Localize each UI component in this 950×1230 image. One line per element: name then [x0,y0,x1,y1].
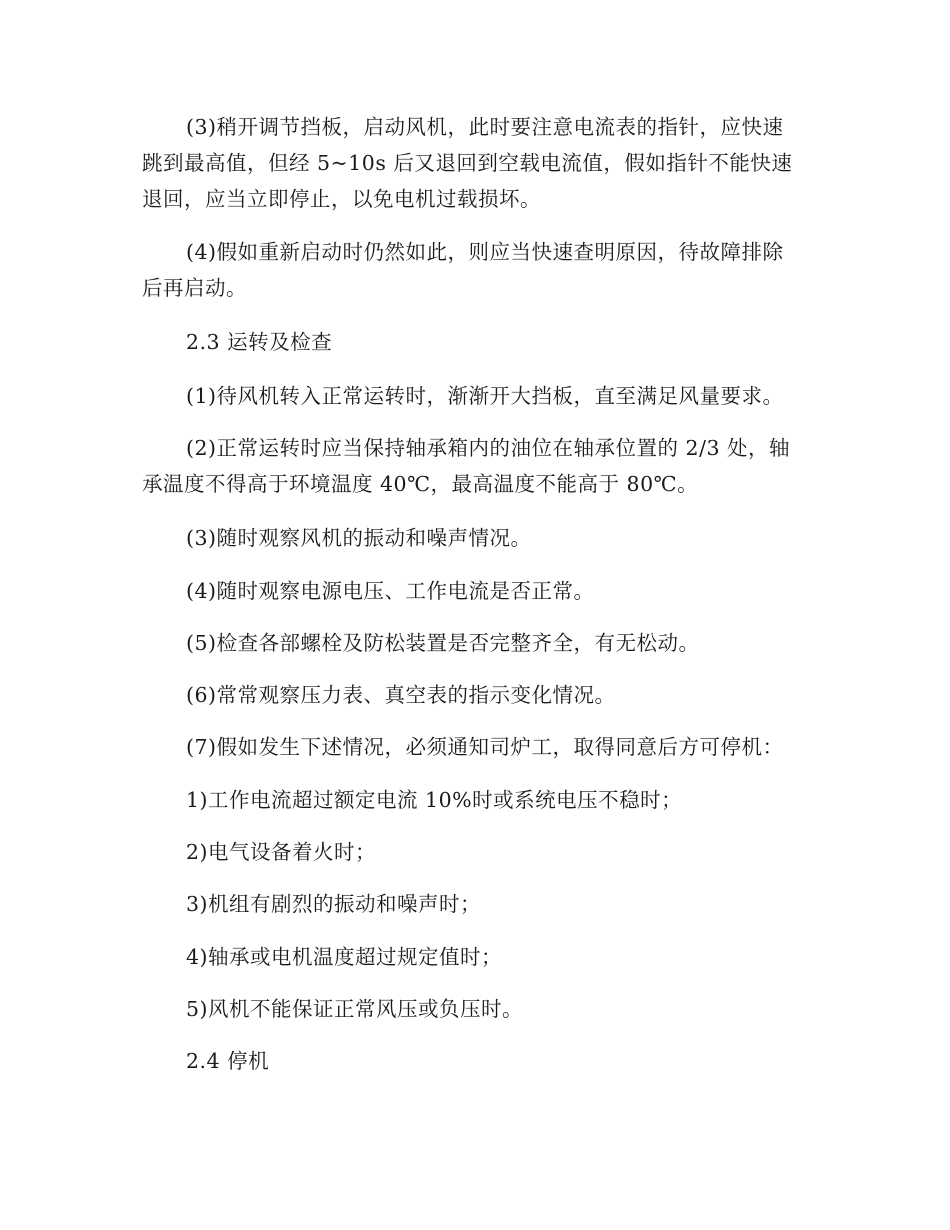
paragraph-run-check-7 [142,729,810,765]
section-heading-2-3 [142,324,810,360]
paragraph-run-check-2 [142,430,810,502]
text-line: 2)电气设备着火时； [186,840,377,864]
text-line: 退回，应当立即停止，以免电机过载损坏。 [142,187,541,211]
text-line: 跳到最高值，但经 5~10s 后又退回到空载电流值，假如指针不能快速 [142,151,793,175]
heading-text: 2.4 停机 [186,1049,270,1073]
paragraph-run-check-5 [142,625,810,661]
text-line: 1)工作电流超过额定电流 10%时或系统电压不稳时； [186,788,683,812]
list-item-3 [142,886,810,922]
text-line: 5)风机不能保证正常风压或负压时。 [186,997,524,1021]
text-line: 后再启动。 [142,276,247,300]
text-line: (3)稍开调节挡板，启动风机，此时要注意电流表的指针，应快速 [186,115,784,139]
text-line: (3)随时观察风机的振动和噪声情况。 [186,526,532,550]
text-line: (6)常常观察压力表、真空表的指示变化情况。 [186,683,616,707]
paragraph-run-check-4 [142,573,810,609]
text-line: (4)假如重新启动时仍然如此，则应当快速查明原因，待故障排除 [186,240,784,264]
paragraph-startup-step-3 [142,109,810,217]
list-item-1 [142,782,810,818]
text-line: (7)假如发生下述情况，必须通知司炉工，取得同意后方可停机： [186,735,784,759]
heading-text: 2.3 运转及检查 [186,330,333,354]
list-item-5 [142,991,810,1027]
text-line: 4)轴承或电机温度超过规定值时； [186,945,503,969]
paragraph-startup-step-4 [142,234,810,306]
list-item-2 [142,834,810,870]
paragraph-run-check-6 [142,677,810,713]
list-item-4 [142,939,810,975]
text-line: (4)随时观察电源电压、工作电流是否正常。 [186,579,595,603]
text-line: (1)待风机转入正常运转时，渐渐开大挡板，直至满足风量要求。 [186,384,784,408]
text-line: (5)检查各部螺栓及防松装置是否完整齐全，有无松动。 [186,631,700,655]
paragraph-run-check-3 [142,520,810,556]
text-line: 承温度不得高于环境温度 40℃，最高温度不能高于 80℃。 [142,472,699,496]
text-line: (2)正常运转时应当保持轴承箱内的油位在轴承位置的 2/3 处，轴 [186,436,791,460]
section-heading-2-4 [142,1043,810,1079]
paragraph-run-check-1 [142,378,810,414]
text-line: 3)机组有剧烈的振动和噪声时； [186,892,482,916]
